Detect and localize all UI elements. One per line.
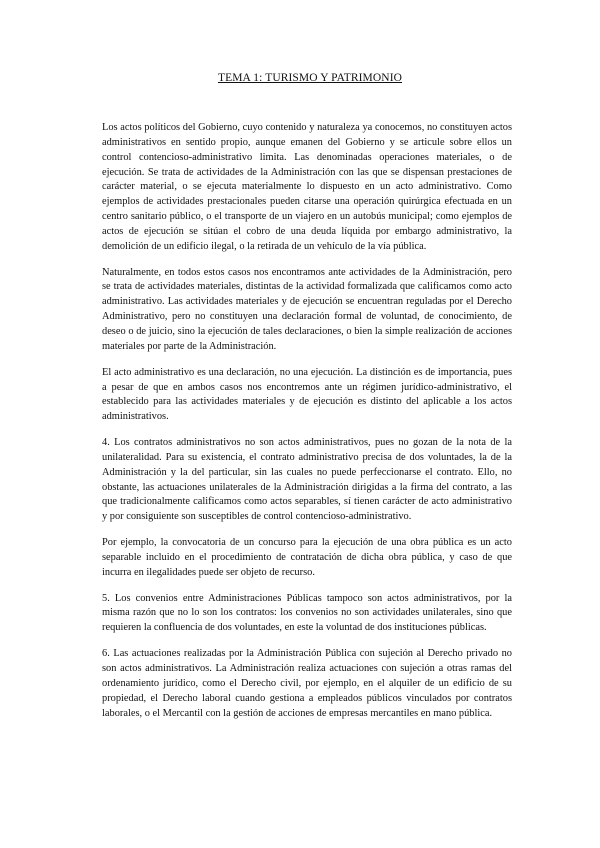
document-title: TEMA 1: TURISMO Y PATRIMONIO — [217, 72, 403, 84]
paragraph-declaracion-ejecucion: El acto administrativo es una declaración, no una ejecución. La distinción es de importancia, pues a pesar de que en ambos casos nos encontremos ante un régimen jurídico-administrativo, el establecido para las actividades materiales y de ejecución es distinto del aplicable a los actos administrativos. — [102, 366, 512, 423]
paragraph-ejemplo-convocatoria: Por ejemplo, la convocatoria de un concurso para la ejecución de una obra pública es un acto separable incluido en el procedimiento de contratación de dicha obra pública, y caso de que incurra en ilegalidades puede ser objeto de recurso. — [102, 537, 512, 578]
paragraph-contratos-administrativos: 4. Los contratos administrativos no son actos administrativos, pues no gozan de la nota de la unilateralidad. Para su existencia, el contrato administrativo precisa de dos voluntades, la de la Administración y la del particular, sin las cuales no puede perfeccionarse el contrato. Ello, no obstante, las actuaciones unilaterales de la Administración dirigidas a la firma del contrato, a las que tradicionalmente calificamos como actos separables, sí tienen carácter de acto administrativo y por consiguiente son susceptibles de control contencioso-administrativo. — [102, 437, 512, 523]
paragraph-actividades-materiales: Naturalmente, en todos estos casos nos encontramos ante actividades de la Administración, pero se trata de actividades materiales, distintas de la actividad formalizada que calificamos como acto administrativo. Las actividades materiales y de ejecución se encuentran reguladas por el Derecho Administrativo, pero no constituyen una declaración formal de voluntad, de conocimiento, de deseo o de juicio, sino la ejecución de tales declaraciones, o bien la simple realización de acciones materiales por parte de la Administración. — [102, 266, 512, 352]
paragraph-actos-politicos: Los actos políticos del Gobierno, cuyo contenido y naturaleza ya conocemos, no constituyen actos administrativos en sentido propio, aunque emanen del Gobierno y se articule sobre ellos un control contencioso-administrativo limita. Las denominadas operaciones materiales, o de ejecución. Se trata de actividades de la Administración con las que se dispensan prestaciones de carácter material, o se ejecuta materialmente lo dispuesto en un acto administrativo. Como ejemplos de actividades prestacionales pueden citarse una operación quirúrgica efectuada en un centro sanitario público, o el transporte de un viajero en un autobús municipal; como ejemplos de actos de ejecución se sitúan el cobro de una deuda líquida por embargo administrativo, la demolición de un edificio ilegal, o la retirada de un vehículo de la vía pública. — [102, 122, 512, 252]
paragraph-derecho-privado: 6. Las actuaciones realizadas por la Administración Pública con sujeción al Derecho privado no son actos administrativos. La Administración realiza actuaciones con sujeción a otras ramas del ordenamiento jurídico, como el Derecho civil, por ejemplo, en el alquiler de un edificio de su propiedad, el Derecho laboral cuando gestiona a empleados públicos vinculados por contratos laborales, o el Mercantil con la gestión de acciones de empresas mercantiles en mano pública. — [102, 648, 512, 719]
paragraph-convenios: 5. Los convenios entre Administraciones Públicas tampoco son actos administrativos, por la misma razón que no lo son los contratos: los convenios no son actividades unilaterales, sino que requieren la confluencia de dos voluntades, en este la voluntad de dos instituciones públicas. — [102, 592, 512, 634]
document-body — [102, 121, 512, 721]
